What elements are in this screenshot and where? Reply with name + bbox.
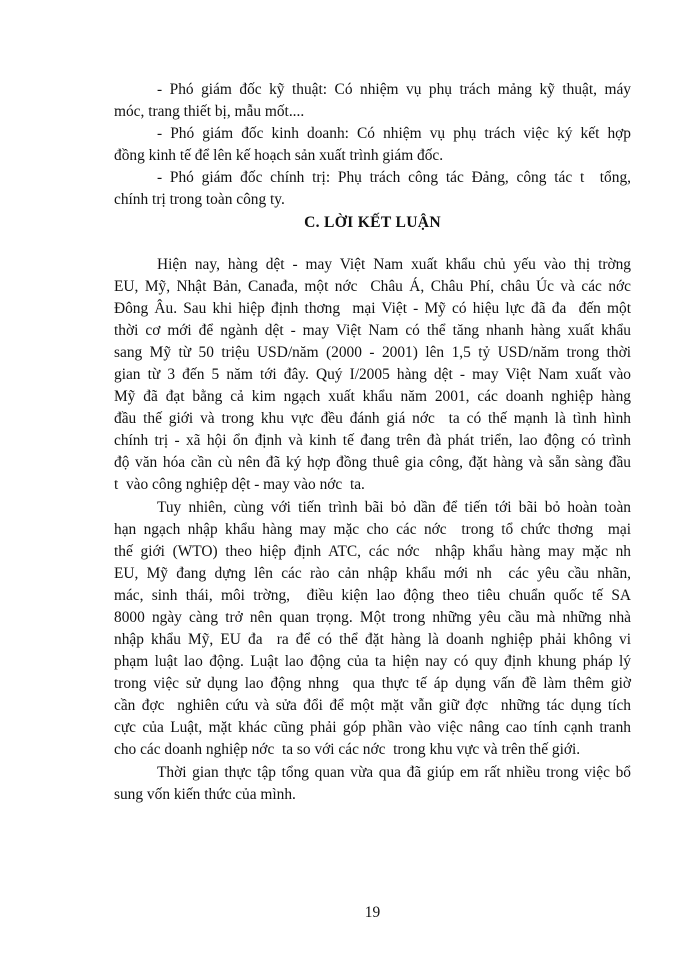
para-1-line-7: Mỹ đã đạt bằng cả kim ngạch xuất khẩu năm 2001, các doanh nghiệp hàng [114,388,631,405]
page-number: 19 [364,904,381,921]
bullet-1-line-2: móc, trang thiết bị, mẫu mốt.... [114,103,305,120]
para-1-line-1: Hiện nay, hàng dệt - may Việt Nam xuất khẩu chủ yếu vào thị trờng [157,256,631,273]
bullet-2-line-1: - Phó giám đốc kinh doanh: Có nhiệm vụ phụ trách việc ký kết hợp [157,125,631,142]
para-2-line-11: cực của Luật, mặt khác cũng phải góp phần vào việc nâng cao tính cạnh tranh [114,719,631,736]
bullet-1-line-1: - Phó giám đốc kỹ thuật: Có nhiệm vụ phụ trách mảng kỹ thuật, máy [157,81,631,98]
para-1-line-4: thời cơ mới để ngành dệt - may Việt Nam có thể tăng nhanh hàng xuất khẩu [114,322,631,339]
para-3-line-2: sung vốn kiến thức của mình. [114,786,296,803]
bullet-3-line-2: chính trị trong toàn công ty. [114,191,285,208]
para-1-line-11: t vào công nghiệp dệt - may vào nớc ta. [114,476,365,493]
bullet-3-line-1: - Phó giám đốc chính trị: Phụ trách công tác Đảng, công tác t tổng, [157,169,631,186]
para-2-line-7: nhập khẩu Mỹ, EU đa ra để có thể đặt hàng là doanh nghiệp phải không vi [114,631,631,648]
para-1-line-3: Đông Âu. Sau khi hiệp định thơng mại Việt - Mỹ có hiệu lực đã đa đến một [114,300,631,317]
para-1-line-6: gian từ 3 đến 5 năm tới đây. Quý I/2005 hàng dệt - may Việt Nam xuất vào [114,366,631,383]
para-1-line-5: sang Mỹ từ 50 triệu USD/năm (2000 - 2001) lên 1,5 tỷ USD/năm trong thời [114,344,631,361]
para-2-line-5: mác, sinh thái, môi trờng, điều kiện lao động theo tiêu chuẩn quốc tế SA [114,587,631,604]
para-1-line-2: EU, Mỹ, Nhật Bản, Canađa, một nớc Châu Á, Châu Phí, châu Úc và các nớc [114,278,631,295]
para-1-line-9: chính trị - xã hội ổn định và kinh tế đang trên đà phát triển, lao động có trình [114,432,631,449]
para-2-line-1: Tuy nhiên, cùng với tiến trình bãi bỏ dần để tiến tới bãi bỏ hoàn toàn [157,499,631,516]
para-2-line-3: thế giới (WTO) theo hiệp định ATC, các nớc nhập khẩu hàng may mặc nh [114,543,631,560]
para-1-line-10: độ văn hóa cần cù nên đã ký hợp đồng thuê gia công, đặt hàng và sẵn sàng đầu [114,454,631,471]
para-2-line-10: cần đợc nghiên cứu và sửa đổi để một mặt vẫn giữ đợc những tác dụng tích [114,697,631,714]
para-2-line-8: phạm luật lao động. Luật lao động của ta hiện nay có quy định khung pháp lý [114,653,631,670]
bullet-2-line-2: đồng kinh tế để lên kế hoạch sản xuất trình giám đốc. [114,147,444,164]
para-2-line-9: trong việc sử dụng lao động nhng qua thực tế áp dụng vấn đề làm thêm giờ [114,675,631,692]
para-2-line-12: cho các doanh nghiệp nớc ta so với các nớc trong khu vực và trên thế giới. [114,741,581,758]
section-heading: C. LỜI KẾT LUẬN [304,214,441,231]
para-2-line-2: hạn ngạch nhập khẩu hàng may mặc cho các nớc trong tổ chức thơng mại [114,521,631,538]
para-1-line-8: đầu thế giới và trong khu vực đều đánh giá nớc ta có thế mạnh là tình hình [114,410,631,427]
para-2-line-4: EU, Mỹ đang dựng lên các rào cản nhập khẩu mới nh các yêu cầu nhãn, [114,565,631,582]
para-2-line-6: 8000 ngày càng trở nên quan trọng. Một trong những yêu cầu mà những nhà [114,609,631,626]
para-3-line-1: Thời gian thực tập tổng quan vừa qua đã giúp em rất nhiều trong việc bổ [157,764,631,781]
